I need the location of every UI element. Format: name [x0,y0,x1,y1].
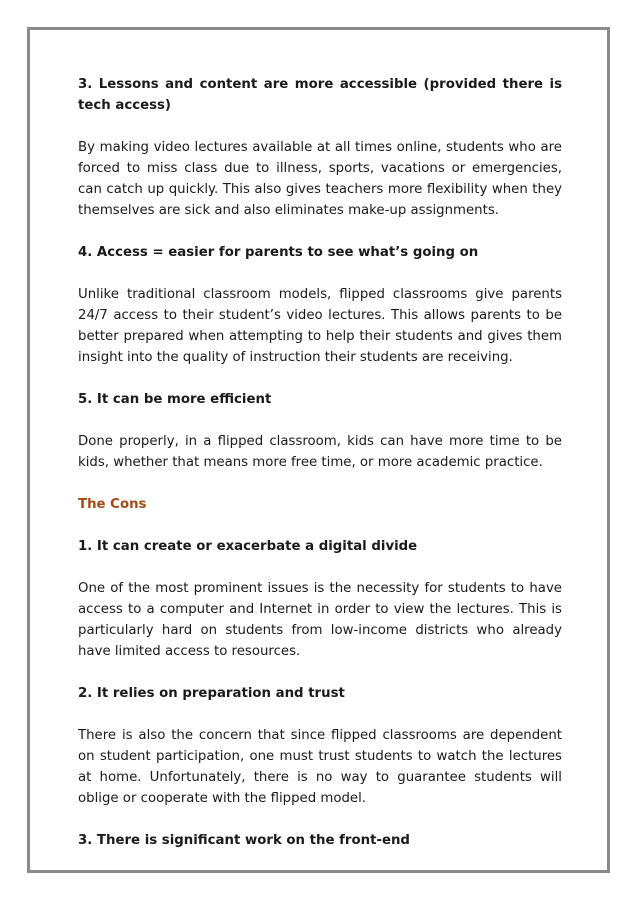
heading-digital-divide: 1. It can create or exacerbate a digital divide [78,539,418,554]
heading-front-end-work: 3. There is significant work on the front-end [78,833,410,848]
document-body [78,74,562,872]
heading-parent-access: 4. Access = easier for parents to see what’s going on [78,245,479,260]
heading-lessons-accessible: 3. Lessons and content are more accessible (provided there is tech access) [78,77,562,113]
para-preparation-trust: There is also the concern that since flipped classrooms are dependent on student participation, one must trust students to watch the lectures at home. Unfortunately, there is no way to guarantee students will oblige or cooperate with the flipped model. [78,728,562,806]
para-efficient: Done properly, in a flipped classroom, kids can have more time to be kids, whether that means more free time, or more academic practice. [78,434,562,470]
heading-preparation-trust: 2. It relies on preparation and trust [78,686,345,701]
para-video-lectures: By making video lectures available at all times online, students who are forced to miss class due to illness, sports, vacations or emergencies, can catch up quickly. This also gives teachers more flexibility when they themselves are sick and also eliminates make-up assignments. [78,140,562,218]
section-title-cons: The Cons [78,497,147,512]
para-digital-divide: One of the most prominent issues is the necessity for students to have access to a computer and Internet in order to view the lectures. This is particularly hard on students from low-income districts who already have limited access to resources. [78,581,562,659]
heading-efficient: 5. It can be more efficient [78,392,272,407]
para-parents: Unlike traditional classroom models, flipped classrooms give parents 24/7 access to their student’s video lectures. This allows parents to be better prepared when attempting to help their students and gives them insight into the quality of instruction their students are receiving. [78,287,562,365]
